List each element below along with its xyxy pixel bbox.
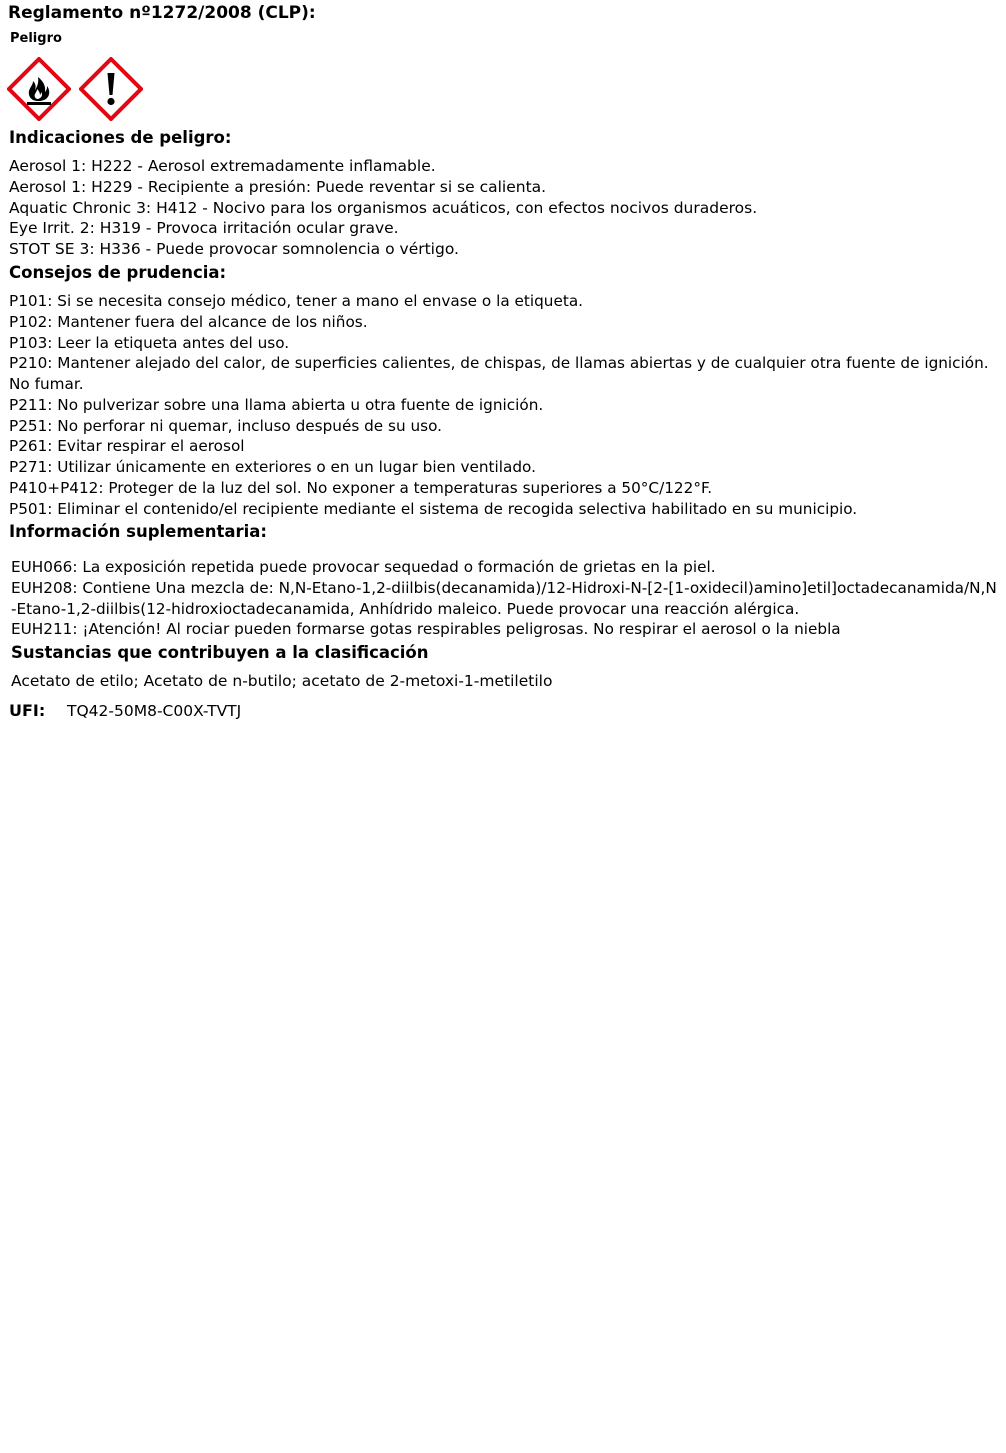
precaution-line: P101: Si se necesita consejo médico, tener a mano el envase o la etiqueta.	[9, 292, 584, 310]
supplementary-line: -Etano-1,2-diilbis(12-hidroxioctadecanamida, Anhídrido maleico. Puede provocar una reacción alérgica.	[11, 599, 800, 618]
precaution-line: P102: Mantener fuera del alcance de los niños.	[9, 312, 368, 331]
hazard-line: Aerosol 1: H222 - Aerosol extremadamente inflamable.	[9, 157, 436, 175]
precaution-line: P271: Utilizar únicamente en exteriores o en un lugar bien ventilado.	[9, 458, 536, 476]
precaution-line: P210: Mantener alejado del calor, de superficies calientes, de chispas, de llamas abiertas y de cualquier otra fuente de ignición.	[9, 354, 989, 373]
hazard-line: Eye Irrit. 2: H319 - Provoca irritación ocular grave.	[9, 219, 399, 238]
supplementary-line: EUH211: ¡Atención! Al rociar pueden formarse gotas respirables peligrosas. No respirar el aerosol o la niebla	[11, 620, 841, 639]
precaution-line: P251: No perforar ni quemar, incluso después de su uso.	[9, 416, 443, 435]
supplementary-line: EUH208: Contiene Una mezcla de: N,N-Etano-1,2-diilbis(decanamida)/12-Hidroxi-N-[2-[1-oxidecil)amino]etil]octadecanamida/N,N	[11, 578, 997, 597]
ghs-pictograms	[7, 57, 147, 121]
precaution-heading: Consejos de prudencia:	[9, 263, 227, 282]
supplementary-heading: Información suplementaria:	[9, 522, 268, 541]
exclamation-pictogram-icon	[79, 57, 143, 121]
ufi-label: UFI:	[9, 701, 46, 720]
supplementary-line: EUH066: La exposición repetida puede provocar sequedad o formación de grietas en la piel.	[11, 558, 716, 576]
precaution-line: P261: Evitar respirar el aerosol	[9, 437, 245, 456]
precaution-line: P211: No pulverizar sobre una llama abierta u otra fuente de ignición.	[9, 395, 544, 414]
precaution-list	[9, 291, 989, 519]
hazard-line: Aquatic Chronic 3: H412 - Nocivo para los organismos acuáticos, con efectos nocivos duraderos.	[9, 198, 758, 217]
hazard-line: STOT SE 3: H336 - Puede provocar somnolencia o vértigo.	[9, 240, 459, 258]
flame-pictogram-icon	[7, 57, 71, 121]
substances-text: Acetato de etilo; Acetato de n-butilo; acetato de 2-metoxi-1-metiletilo	[11, 672, 553, 690]
precaution-line: No fumar.	[9, 375, 84, 393]
supplementary-list	[11, 557, 997, 640]
hazard-heading: Indicaciones de peligro:	[9, 128, 232, 147]
precaution-line: P410+P412: Proteger de la luz del sol. No exponer a temperaturas superiores a 50°C/122°F.	[9, 478, 713, 497]
regulation-heading: Reglamento nº1272/2008 (CLP):	[8, 3, 316, 23]
hazard-line: Aerosol 1: H229 - Recipiente a presión: Puede reventar si se calienta.	[9, 177, 547, 196]
hazard-list	[9, 156, 757, 260]
precaution-line: P103: Leer la etiqueta antes del uso.	[9, 333, 290, 352]
ufi-value: TQ42-50M8-C00X-TVTJ	[67, 702, 242, 720]
signal-word: Peligro	[10, 31, 62, 46]
substances-heading: Sustancias que contribuyen a la clasificación	[11, 643, 429, 662]
precaution-line: P501: Eliminar el contenido/el recipiente mediante el sistema de recogida selectiva habilitado en su municipio.	[9, 499, 858, 518]
